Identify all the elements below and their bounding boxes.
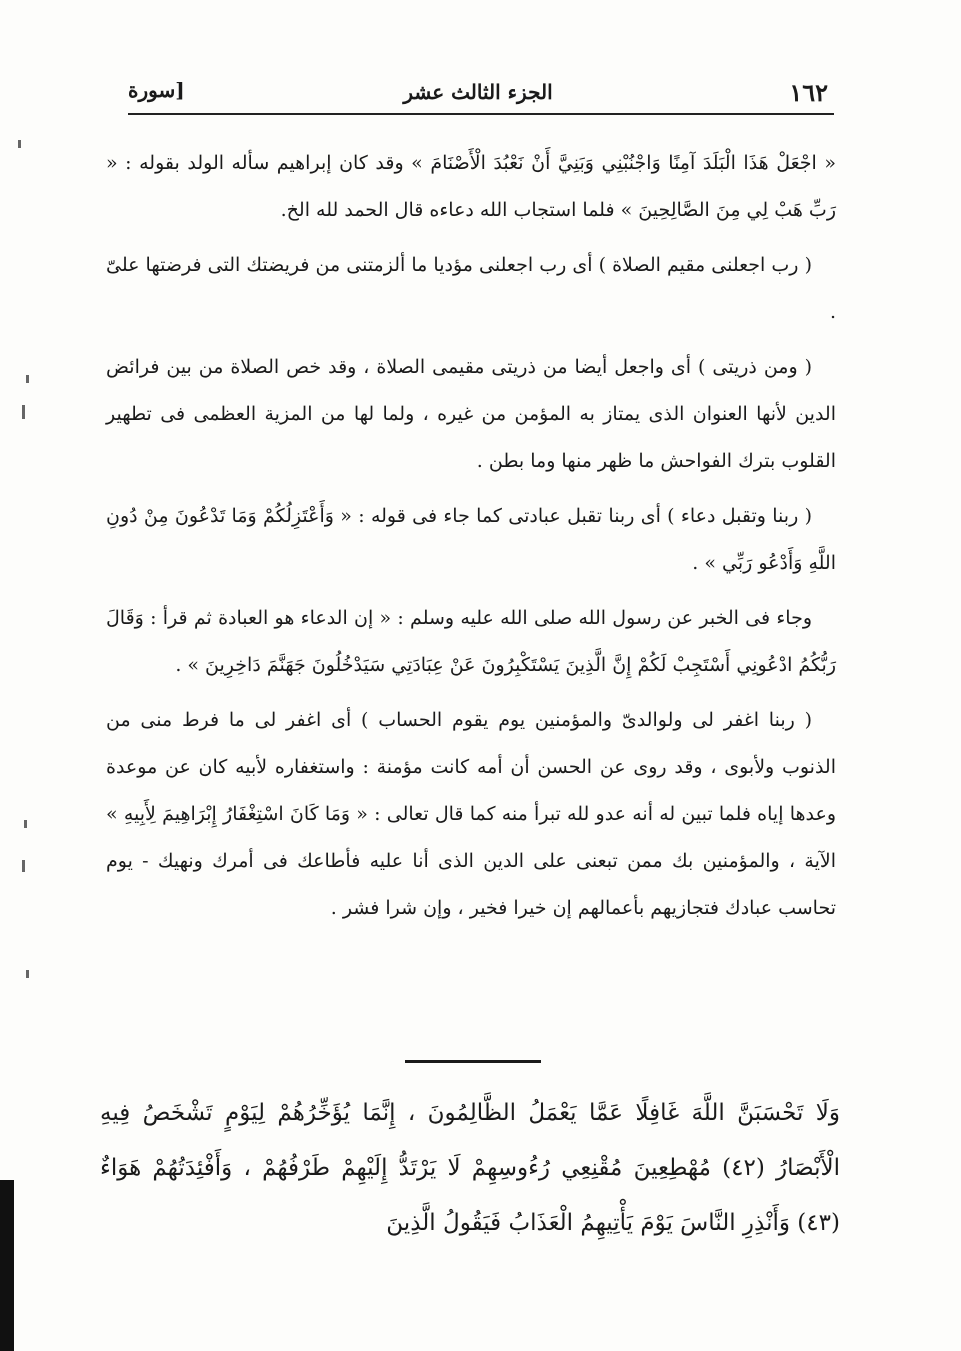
surah-label: [سورة — [128, 78, 185, 102]
paragraph: ( ربنا وتقبل دعاء ) أى ربنا تقبل عبادتى كما جاء فى قوله : « وَأَعْتَزِلُكُمْ وَمَا تَدْعُونَ مِنْ دُونِ اللَّهِ وَأَدْعُو رَبِّي » . — [106, 505, 836, 574]
running-header — [128, 70, 828, 114]
section-divider — [405, 1060, 541, 1063]
paragraph: وجاء فى الخبر عن رسول الله صلى الله عليه وسلم : « إن الدعاء هو العبادة ثم قرأ : وَقَالَ رَبُّكُمُ ادْعُونِي أَسْتَجِبْ لَكُمْ إِنَّ الَّذِينَ يَسْتَكْبِرُونَ عَنْ عِبَادَتِي سَيَدْخُلُونَ جَهَنَّمَ دَاخِرِينَ » . — [106, 607, 836, 676]
paragraph: « اجْعَلْ هَذَا الْبَلَدَ آمِنًا وَاجْنُبْنِي وَبَنِيَّ أَنْ نَعْبُدَ الْأَصْنَامَ » وقد كان إبراهيم سأله الولد بقوله : « رَبِّ هَبْ لِي مِنَ الصَّالِحِينَ » فلما استجاب الله دعاءه قال الحمد لله الخ. — [106, 152, 836, 221]
commentary-body — [106, 140, 836, 940]
page-number: ١٦٢ — [789, 78, 828, 107]
paragraph: ( ربنا اغفر لى ولوالدىّ والمؤمنين يوم يقوم الحساب ) أى اغفر لى ما فرط منى من الذنوب ولأبوى ، وقد روى عن الحسن أن أمه كانت مؤمنة : واستغفاره لأبيه كان عن موعدة وعدها إياه فلما تبين له أنه عدو لله تبرأ منه كما قال تعالى : « وَمَا كَانَ اسْتِغْفَارُ إِبْرَاهِيمَ لِأَبِيهِ » الآية ، والمؤمنين بك ممن تبعنى على الدين الذى أنا عليه فأطاعك فى أمرك ونهيك - يوم تحاسب عبادك فتجازيهم بأعمالهم إن خيرا فخير ، وإن شرا فشر . — [106, 709, 836, 919]
binding-shadow — [0, 1180, 14, 1351]
paragraph: ( ومن ذريتى ) أى واجعل أيضا من ذريتى مقيمى الصلاة ، وقد خص الصلاة من بين فرائض الدين لأنها العنوان الذى يمتاز به المؤمن من غيره ، ولما لها من المزية العظمى فى تطهير القلوب بترك الفواحش ما ظهر منها وما بطن . — [106, 356, 836, 472]
header-rule — [128, 113, 834, 115]
margin-specks — [14, 120, 44, 1020]
paragraph: ( رب اجعلنى مقيم الصلاة ) أى رب اجعلنى مؤديا ما ألزمتنى من فريضتك التى فرضتها علىّ . — [106, 254, 836, 323]
quran-verse-block: وَلَا تَحْسَبَنَّ اللَّهَ غَافِلًا عَمَّا يَعْمَلُ الظَّالِمُونَ ، إِنَّمَا يُؤَخِّرُهُمْ لِيَوْمٍ تَشْخَصُ فِيهِ الْأَبْصَارُ (٤٢) مُهْطِعِينَ مُقْنِعِي رُءُوسِهِمْ لَا يَرْتَدُّ إِلَيْهِمْ طَرْفُهُمْ ، وَأَفْئِدَتُهُمْ هَوَاءٌ (٤٣) وَأَنْذِرِ النَّاسَ يَوْمَ يَأْتِيهِمُ الْعَذَابُ فَيَقُولُ الَّذِينَ — [100, 1100, 840, 1236]
part-title: الجزء الثالث عشر — [403, 80, 553, 104]
